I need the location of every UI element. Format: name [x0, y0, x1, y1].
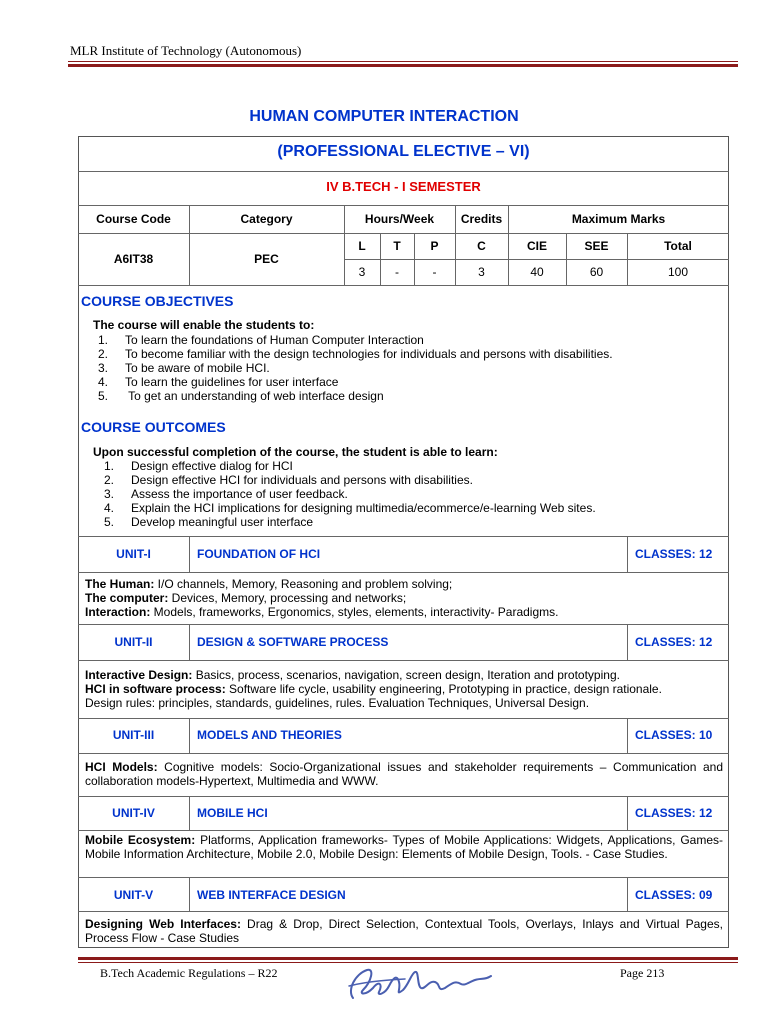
unit-4-label: UNIT-IV [112, 806, 155, 820]
unit-2-content: Interactive Design: Basics, process, scenarios, navigation, screen design, Iteration and prototyping. HCI in software process: Software life cycle, usability engineering, Prototyping in practice, design rationale. Design rules: principles, standards, guidelines, rules. Evaluation Techniques, Universal Design. [85, 668, 662, 710]
signature-icon [345, 960, 495, 1005]
header-rule-thin [68, 61, 738, 62]
unit-2-title: DESIGN & SOFTWARE PROCESS [197, 635, 389, 649]
header-hours-week: Hours/Week [364, 212, 435, 226]
unit-3-title: MODELS AND THEORIES [197, 728, 342, 742]
header-course-code: Course Code [96, 212, 171, 226]
objectives-heading: COURSE OBJECTIVES [81, 293, 234, 309]
value-t: - [395, 265, 399, 279]
header-rule-thick [68, 64, 738, 67]
objectives-intro: The course will enable the students to: [93, 318, 315, 332]
unit-4-title: MOBILE HCI [197, 806, 268, 820]
list-item: 5. Develop meaningful user interface [104, 515, 314, 529]
value-p: - [432, 265, 437, 279]
outcomes-heading: COURSE OUTCOMES [81, 419, 226, 435]
unit-4-content: Mobile Ecosystem: Platforms, Application frameworks- Types of Mobile Applications: Widgets, Applications, Games- Mobile Information Architecture, Mobile 2.0, Mobile Design: Elements of Mobile Design, Tools. - Case Studies. [85, 833, 723, 861]
divider [78, 171, 729, 172]
unit-3-classes: CLASSES: 10 [635, 728, 713, 742]
value-see: 60 [589, 265, 604, 279]
unit-4-classes: CLASSES: 12 [635, 806, 713, 820]
value-cie: 40 [530, 265, 544, 279]
unit-3-content: HCI Models: Cognitive models: Socio-Organizational issues and stakeholder requirements – Communication and collaboration models-Hypertext, Multimedia and WWW. [85, 760, 723, 788]
objectives-list [98, 333, 613, 403]
subheader-t: T [393, 239, 401, 253]
unit-5-content: Designing Web Interfaces: Drag & Drop, Direct Selection, Contextual Tools, Overlays, Inlays and Virtual Pages, Process Flow - Case Studies [85, 917, 723, 945]
course-subtitle: (PROFESSIONAL ELECTIVE – VI) [277, 143, 530, 160]
course-title: HUMAN COMPUTER INTERACTION [249, 108, 519, 125]
subheader-see: SEE [584, 239, 609, 253]
unit-1-content: The Human: I/O channels, Memory, Reasoning and problem solving; The computer: Devices, Memory, processing and networks; Interaction: Models, frameworks, Ergonomics, styles, elements, interactivity- Paradigms. [85, 577, 559, 619]
unit-1-classes: CLASSES: 12 [635, 547, 713, 561]
list-item: 4. Explain the HCI implications for designing multimedia/ecommerce/e-learning Web sites. [104, 501, 596, 515]
outcomes-intro: Upon successful completion of the course, the student is able to learn: [93, 445, 498, 459]
unit-1-label: UNIT-I [116, 547, 151, 561]
subheader-c: C [477, 239, 486, 253]
list-item: 3. Assess the importance of user feedback. [104, 487, 348, 501]
list-item: 1. Design effective dialog for HCI [104, 459, 293, 473]
value-category: PEC [254, 252, 279, 266]
subheader-p: P [430, 239, 439, 253]
list-item: 3. To be aware of mobile HCI. [98, 361, 270, 375]
unit-5-title: WEB INTERFACE DESIGN [197, 888, 346, 902]
outcomes-list [104, 459, 596, 529]
unit-1-title: FOUNDATION OF HCI [197, 547, 321, 561]
value-course-code: A6IT38 [113, 252, 154, 266]
page-number: Page 213 [620, 966, 665, 980]
value-c: 3 [478, 265, 485, 279]
subheader-cie: CIE [526, 239, 547, 253]
list-item: 5. To get an understanding of web interface design [98, 389, 384, 403]
list-item: 4. To learn the guidelines for user interface [98, 375, 339, 389]
footer-regulations: B.Tech Academic Regulations – R22 [100, 966, 278, 980]
unit-2-label: UNIT-II [114, 635, 153, 649]
unit-3-label: UNIT-III [112, 728, 155, 742]
subheader-total: Total [664, 239, 692, 253]
header-category: Category [240, 212, 293, 226]
subheader-l: L [358, 239, 366, 253]
list-item: 2. To become familiar with the design technologies for individuals and persons with disabilities. [98, 347, 613, 361]
institute-header: MLR Institute of Technology (Autonomous) [70, 43, 302, 58]
list-item: 1. To learn the foundations of Human Computer Interaction [98, 333, 424, 347]
header-credits: Credits [460, 212, 503, 226]
value-total: 100 [667, 265, 689, 279]
value-l: 3 [358, 265, 366, 279]
header-max-marks: Maximum Marks [571, 212, 666, 226]
unit-5-classes: CLASSES: 09 [635, 888, 713, 902]
semester-label: IV B.TECH - I SEMESTER [326, 179, 481, 194]
unit-5-label: UNIT-V [113, 888, 154, 902]
list-item: 2. Design effective HCI for individuals and persons with disabilities. [104, 473, 473, 487]
unit-2-classes: CLASSES: 12 [635, 635, 713, 649]
